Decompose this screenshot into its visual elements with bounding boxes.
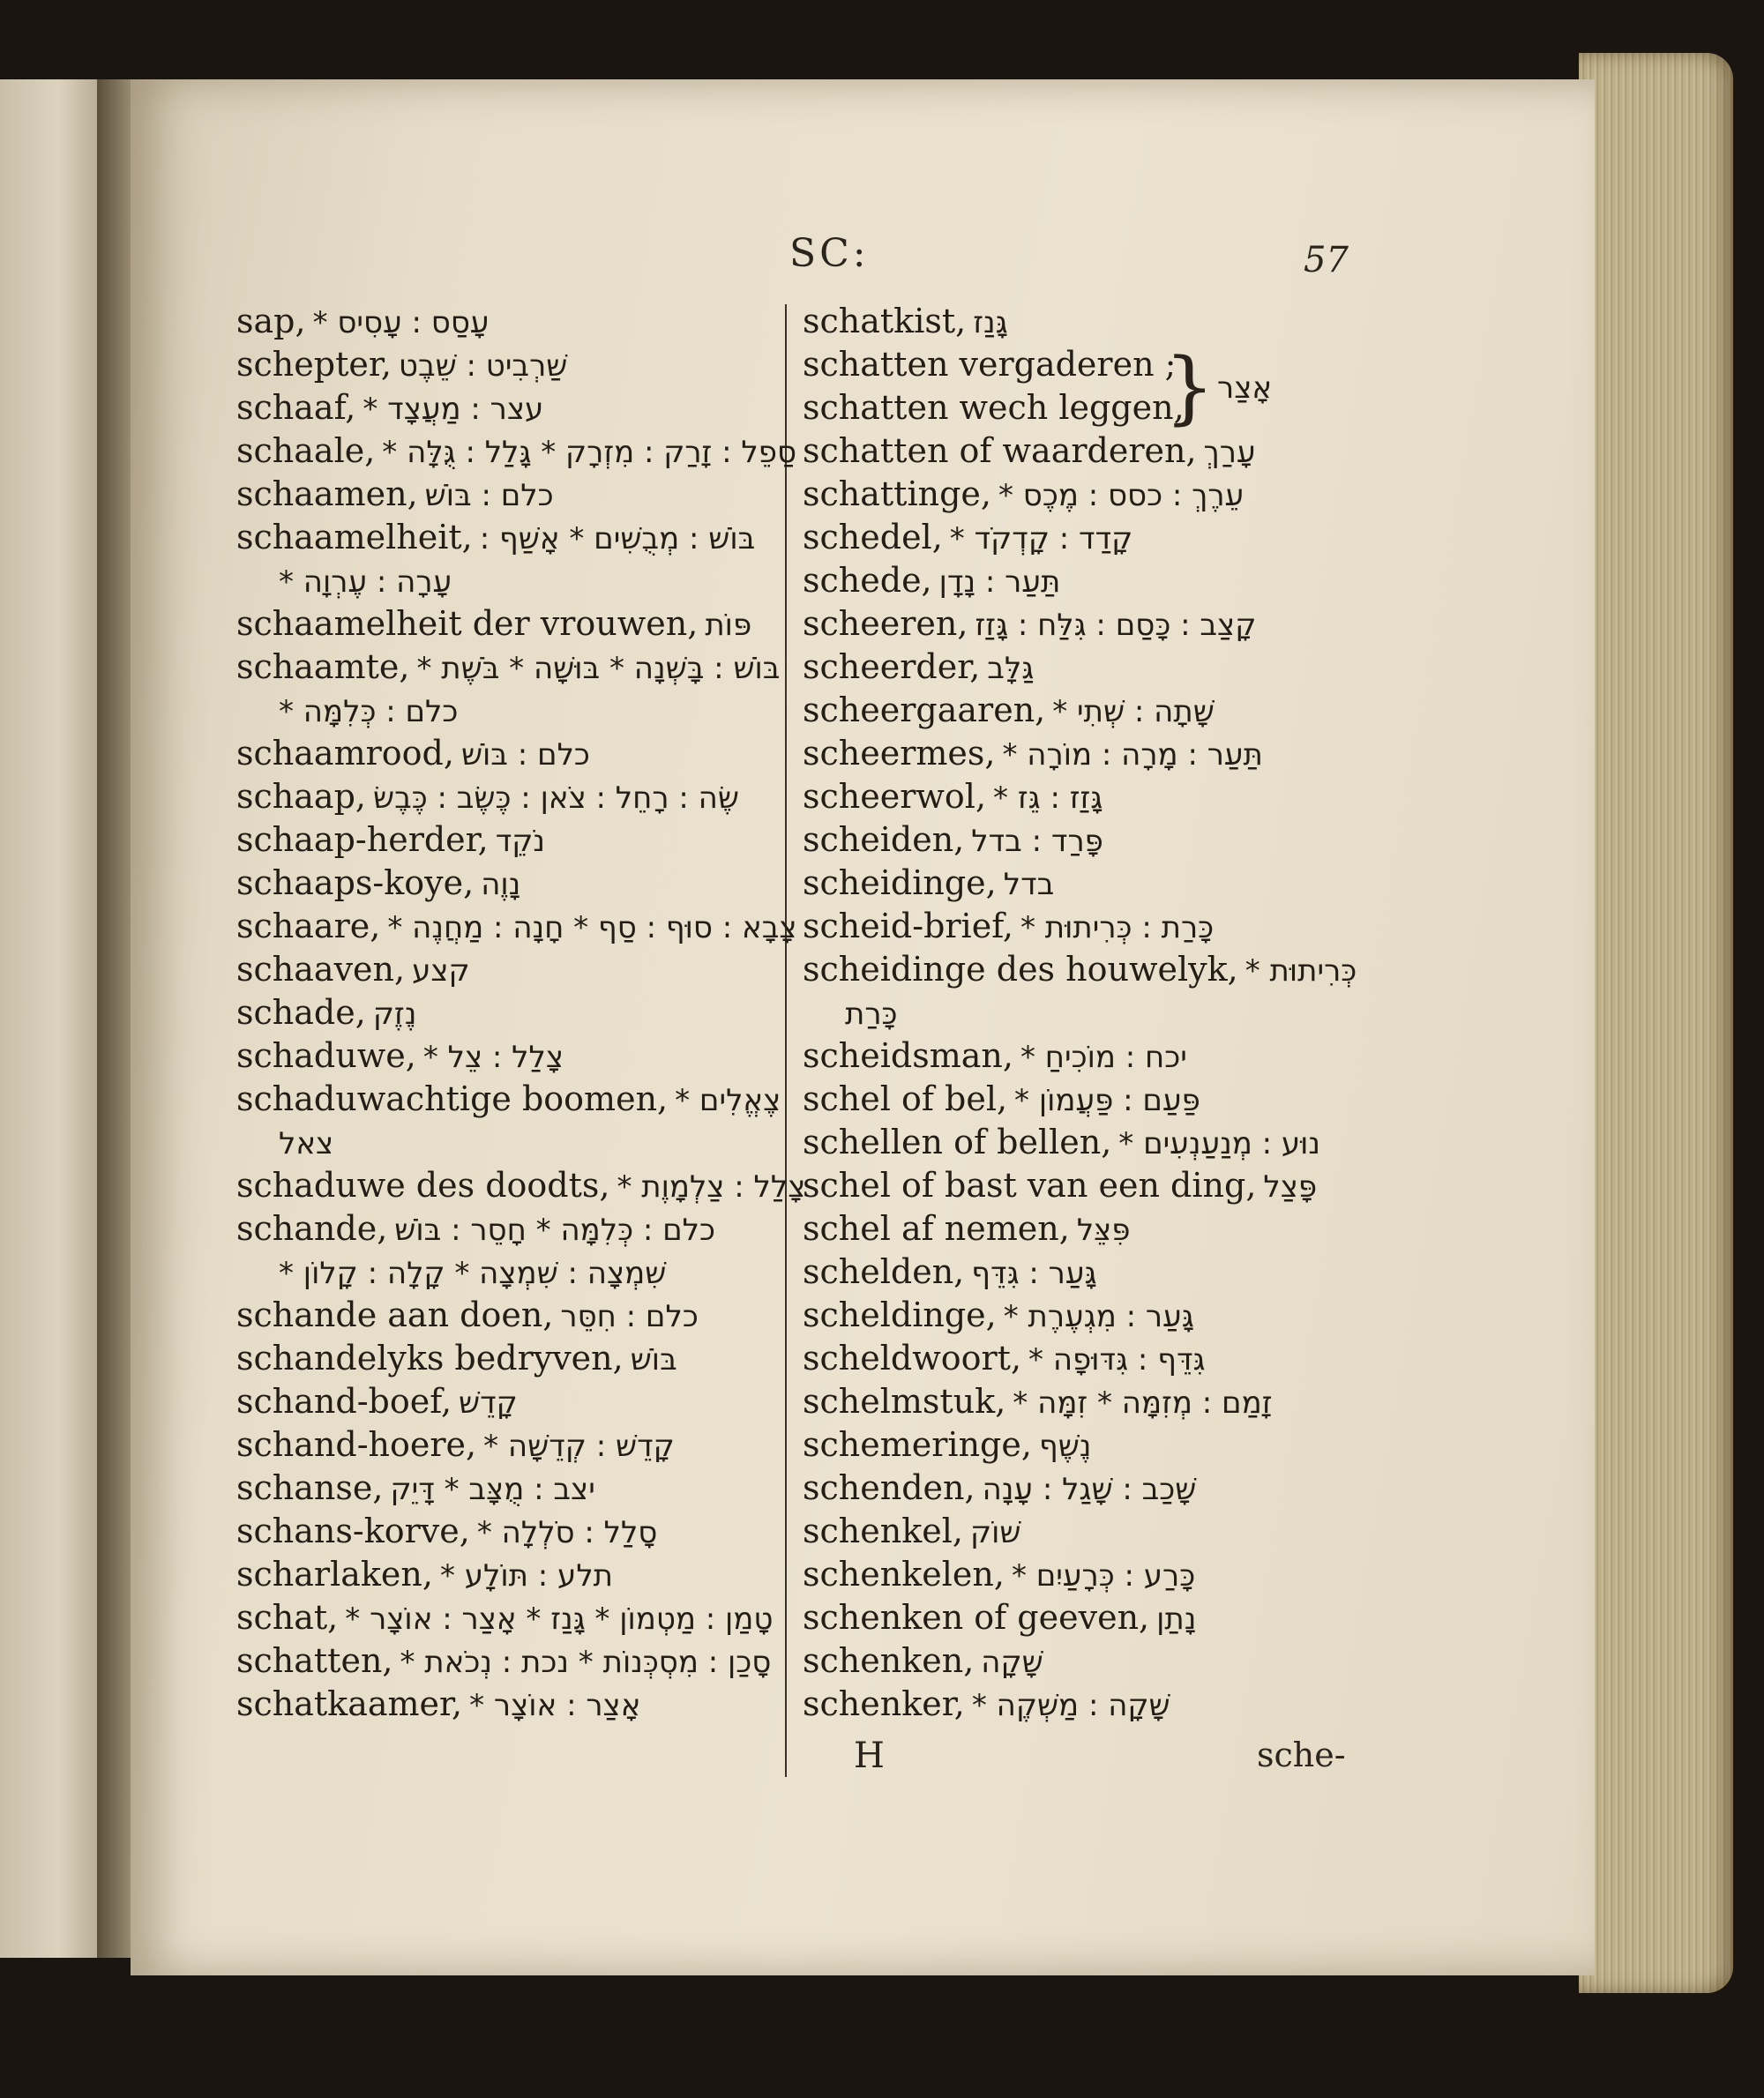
dictionary-entry [803,1251,1349,1294]
entry-hebrew: שַׁרְבִיט : שֵׁבֶט [398,348,568,384]
dictionary-entry [236,1251,774,1294]
dictionary-entry [236,905,797,948]
entry-hebrew: פָּרַד : בדל [971,824,1103,859]
dictionary-entry [236,473,774,516]
entry-headword: schande aan doen, [236,1295,554,1334]
column-rule [785,304,787,1777]
entry-headword: schade, [236,993,366,1032]
dictionary-entry [803,732,1349,775]
dictionary-entry [236,948,774,991]
dictionary-entry [803,1467,1349,1510]
entry-hebrew: גַּלָּב [987,651,1035,686]
entry-hebrew: קָדַד : קָדְקֹד * [949,521,1133,556]
entry-headword: schaaven, [236,950,406,989]
entry-headword: schaap-herder, [236,820,489,859]
entry-headword: schel of bast van een ding, [803,1166,1257,1205]
dictionary-entry [236,343,774,386]
entry-headword: scheermes, [803,734,996,773]
dictionary-entry [236,1510,774,1553]
dictionary-entry [803,1683,1349,1726]
bracket-hebrew: אָצַר [1217,370,1273,406]
dictionary-entry [236,1596,774,1639]
entry-hebrew: בּוֹשׁ [630,1342,677,1378]
entry-hebrew: גָּעַר : גִּדֵּף [971,1256,1097,1291]
entry-headword: schaamrood, [236,734,454,773]
entry-hebrew: גָּעַר : מִגְעֶרֶת * [1003,1299,1194,1334]
dictionary-entry [236,386,774,429]
dictionary-entry [236,429,797,473]
dictionary-entry [803,1337,1349,1380]
dictionary-entry [236,732,774,775]
entry-hebrew: תַּעַר : מָרָה : מוֹרָה * [1002,737,1263,773]
entry-headword: schede, [803,561,932,600]
entry-hebrew: שָׁכַב : שָׁגַל : עָנָה [982,1472,1197,1507]
entry-headword: scharlaken, [236,1555,433,1594]
entry-hebrew: שָׁקָה : מַשְׁקֶה * [971,1688,1170,1723]
entry-hebrew: כָּרַע : כְּרָעַיִם * [1011,1558,1196,1594]
dictionary-entry [803,1121,1349,1164]
entry-headword: schelden, [803,1252,965,1291]
entry-headword: schaamte, [236,647,410,686]
entry-hebrew: פַּעַם : פַּעֲמוֹן * [1014,1083,1200,1118]
entry-hebrew: סָלַל : סֹלְלָה * [476,1515,658,1550]
dictionary-entry [803,991,1349,1034]
entry-hebrew: כלם : חִסֵּר [560,1299,699,1334]
entry-hebrew: כָּרַת : כְּרִיתוּת * [1020,910,1215,945]
dictionary-entry [236,1078,781,1121]
entry-hebrew: גָּנַז [973,305,1008,340]
dictionary-entry [803,559,1349,602]
dictionary-entry [236,1553,774,1596]
brace-bracket: } [1164,341,1215,434]
dictionary-entry [803,516,1349,559]
dictionary-entry [803,775,1349,818]
entry-hebrew: צָלַל : צֵל * [422,1040,564,1075]
dictionary-entry [236,516,774,559]
entry-hebrew: תלע : תּוֹלָע * [439,1558,614,1594]
entry-hebrew: בדל [1003,867,1055,902]
dictionary-entry [803,689,1349,732]
dictionary-entry [236,689,774,732]
entry-hebrew: שׁוֹק [969,1515,1021,1550]
entry-hebrew: עָסַס : עָסִיס * [312,305,490,340]
entry-hebrew: נָתַן [1156,1601,1197,1637]
dictionary-entry [803,818,1349,862]
entry-hebrew: יכח : מוֹכִיחַ * [1020,1040,1187,1075]
entry-hebrew: זָמַם : מְזִמָּה * זִמָּה * [1013,1385,1273,1421]
entry-hebrew: שִׁמְצָה : שִׁמְצָה * קָלָה : קָלוֹן * [279,1256,667,1291]
entry-headword: schanse, [236,1468,384,1507]
book-gutter [97,79,132,1958]
entry-hebrew: קָדֵשׁ [459,1385,518,1421]
dictionary-entry [803,1034,1349,1078]
dictionary-entry [236,646,781,689]
entry-headword: schemeringe, [803,1425,1032,1464]
entry-hebrew: כלם : בּוֹשׁ [424,478,554,513]
entry-headword: schatten, [236,1641,393,1680]
entry-headword: scheerder, [803,647,981,686]
entry-headword: schattinge, [803,474,991,513]
entry-headword: schaamelheit der vrouwen, [236,604,699,643]
entry-headword: schatkist, [803,302,967,340]
entry-hebrew: פָּצַל [1263,1169,1318,1205]
entry-headword: scheldwoort, [803,1339,1022,1378]
entry-headword: schaduwachtige boomen, [236,1079,669,1118]
entry-headword: schenden, [803,1468,975,1507]
entry-headword: schaamen, [236,474,418,513]
entry-headword: scheidinge, [803,863,997,902]
dictionary-entry [803,473,1349,516]
entry-hebrew: עֵרֶךְ : כסס : מֶכֶס * [998,478,1245,513]
dictionary-entry [236,862,774,905]
dictionary-entry [803,1380,1349,1423]
dictionary-entry [236,1639,774,1683]
entry-headword: schellen of bellen, [803,1123,1112,1161]
dictionary-entry [803,1078,1349,1121]
entry-headword: schaap, [236,777,366,816]
entry-hebrew: אָצַר : אוֹצָר * [469,1688,641,1723]
entry-headword: schel af nemen, [803,1209,1070,1248]
entry-hebrew: בּוֹשׁ : בָּשְׁנָה * בּוּשָׁה * בֹּשֶׁת * [416,651,781,686]
dictionary-entry [803,1639,1349,1683]
entry-headword: schel of bel, [803,1079,1008,1118]
dictionary-entry [236,1207,774,1251]
dictionary-entry [236,991,774,1034]
entry-headword: schatten wech leggen, [803,388,1185,427]
entry-headword: scheergaaren, [803,691,1046,729]
entry-hebrew: גָּזַז : גֵּז * [993,780,1103,816]
entry-headword: schaaps-koye, [236,863,475,902]
dictionary-entry [803,905,1349,948]
entry-headword: schenker, [803,1684,965,1723]
entry-hebrew: טָמַן : מַטְמוֹן * גָּנַז * אָצַר : אוֹצָר * [345,1601,774,1637]
entry-headword: schaduwe des doodts, [236,1166,610,1205]
dictionary-entry [803,300,1349,343]
entry-hebrew: כלם : בּוֹשׁ [460,737,590,773]
entry-headword: schenken of geeven, [803,1598,1150,1637]
dictionary-entry [803,1294,1349,1337]
page-number: 57 [1304,240,1349,280]
entry-hebrew: כָּרַת [845,997,898,1032]
dictionary-entry [236,1034,774,1078]
entry-hebrew: נֶשֶׁף [1038,1429,1092,1464]
signature-mark: H [854,1736,885,1776]
entry-hebrew: נוּע : מְנַעַנְעִים * [1118,1126,1321,1161]
dictionary-entry [803,862,1349,905]
entry-headword: schenken, [803,1641,975,1680]
dictionary-entry [803,429,1349,473]
entry-headword: schat, [236,1598,339,1637]
entry-headword: schaaf, [236,388,356,427]
dictionary-entry [803,1164,1349,1207]
dictionary-entry [236,1380,774,1423]
entry-headword: scheiden, [803,820,965,859]
dictionary-entry [803,1423,1349,1467]
entry-headword: schenkel, [803,1512,963,1550]
entry-hebrew: נָוֶה [481,867,521,902]
entry-headword: schatkaamer, [236,1684,463,1723]
entry-hebrew: גִּדֵּף : גִּדּוּפָה * [1028,1342,1206,1378]
facing-page [0,79,101,1958]
entry-hebrew: עצר : מַעֲצָד * [363,392,544,427]
dictionary-entry [236,1121,774,1164]
entry-headword: schepter, [236,345,392,384]
entry-hebrew: תַּעַר : נָדָן [938,564,1061,600]
right-column [803,300,1357,1726]
page-block-edge [1579,53,1733,1993]
entry-hebrew: נֹקֵד [495,824,546,859]
entry-hebrew: נֶזֶק [372,997,417,1032]
dictionary-entry [236,559,774,602]
entry-headword: schaare, [236,907,381,945]
entry-headword: schaamelheit, [236,518,473,556]
dictionary-entry [236,1337,774,1380]
dictionary-entry [236,602,774,646]
entry-hebrew: שָׁתָה : שְׁתִי * [1052,694,1215,729]
entry-headword: sap, [236,302,306,340]
dictionary-entry [236,1164,806,1207]
entry-hebrew: עָרָה : עֶרְוָה * [279,564,452,600]
left-column [236,300,806,1726]
dictionary-entry [803,602,1349,646]
entry-hebrew: יצב : מֻצָּב * דָּיֵק [390,1472,595,1507]
entry-headword: schand-boef, [236,1382,452,1421]
entry-hebrew: קָצַב : כָּסַם : גִּלַּח : גָּזַז [975,608,1257,643]
dictionary-entry [236,1467,774,1510]
dictionary-entry [236,1683,774,1726]
dictionary-entry [236,775,774,818]
entry-hebrew: כלם : כְּלִמָּה * [279,694,459,729]
entry-hebrew: פִּצֵּל [1076,1213,1131,1248]
entry-headword: schedel, [803,518,943,556]
entry-hebrew: כלם : כְּלִמָּה * חָסֵר : בּוֹשׁ [394,1213,715,1248]
entry-headword: schaale, [236,431,376,470]
entry-hebrew: שָׁקָה [981,1645,1043,1680]
entry-headword: schans-korve, [236,1512,470,1550]
entry-hebrew: קצע [412,953,470,989]
dictionary-entry [803,646,1349,689]
entry-hebrew: עָרַךְ [1203,435,1256,470]
running-head: SC: [789,231,870,276]
entry-headword: scheidsman, [803,1036,1013,1075]
entry-headword: scheldinge, [803,1295,997,1334]
entry-headword: schelmstuk, [803,1382,1006,1421]
dictionary-entry [803,1596,1349,1639]
dictionary-entry [803,1510,1349,1553]
entry-hebrew: קָדֵשׁ : קְדֵשָׁה * [483,1429,675,1464]
entry-hebrew: סַפֵל : זָרַק : מִזְרָק * גָּלַל : גֻּלָּה * [382,435,797,470]
entry-hebrew: בּוֹשׁ : מְבֻשִׁים * אָשַׁף : [479,521,756,556]
dictionary-entry [236,818,774,862]
entry-hebrew: צָבָא : סוּף : סַף * חָנָה : מַחֲנֶה * [387,910,797,945]
entry-hebrew: שֶׂה : רָחֵל : צֹאן : כֶּשֶׂב : כֶּבֶשׂ [372,780,739,816]
entry-hebrew: סָכַן : מִסְכְּנוֹת * נכת : נְכֹאת * [400,1645,772,1680]
entry-hebrew: צָלַל : צַלְמָוֶת * [617,1169,806,1205]
entry-hebrew: כְּרִיתוּת * [1245,953,1357,989]
dictionary-entry [236,300,774,343]
dictionary-entry [236,1423,774,1467]
entry-hebrew: צֶאֱלִים * [675,1083,781,1118]
entry-headword: schatten of waarderen, [803,431,1197,470]
entry-headword: scheid-brief, [803,907,1013,945]
entry-hebrew: פּוֹת [705,608,752,643]
entry-headword: schandelyks bedryven, [236,1339,624,1378]
entry-headword: schaduwe, [236,1036,416,1075]
dictionary-entry [803,948,1357,991]
entry-headword: scheerwol, [803,777,987,816]
entry-headword: scheidinge des houwelyk, [803,950,1238,989]
entry-headword: schand-hoere, [236,1425,477,1464]
catchword: sche- [1257,1736,1346,1774]
dictionary-entry [803,1207,1349,1251]
dictionary-entry [236,1294,774,1337]
entry-hebrew: צאל [279,1126,334,1161]
entry-headword: schande, [236,1209,388,1248]
dictionary-entry [803,1553,1349,1596]
entry-headword: schenkelen, [803,1555,1005,1594]
entry-headword: schatten vergaderen ; [803,345,1177,384]
entry-headword: scheeren, [803,604,968,643]
